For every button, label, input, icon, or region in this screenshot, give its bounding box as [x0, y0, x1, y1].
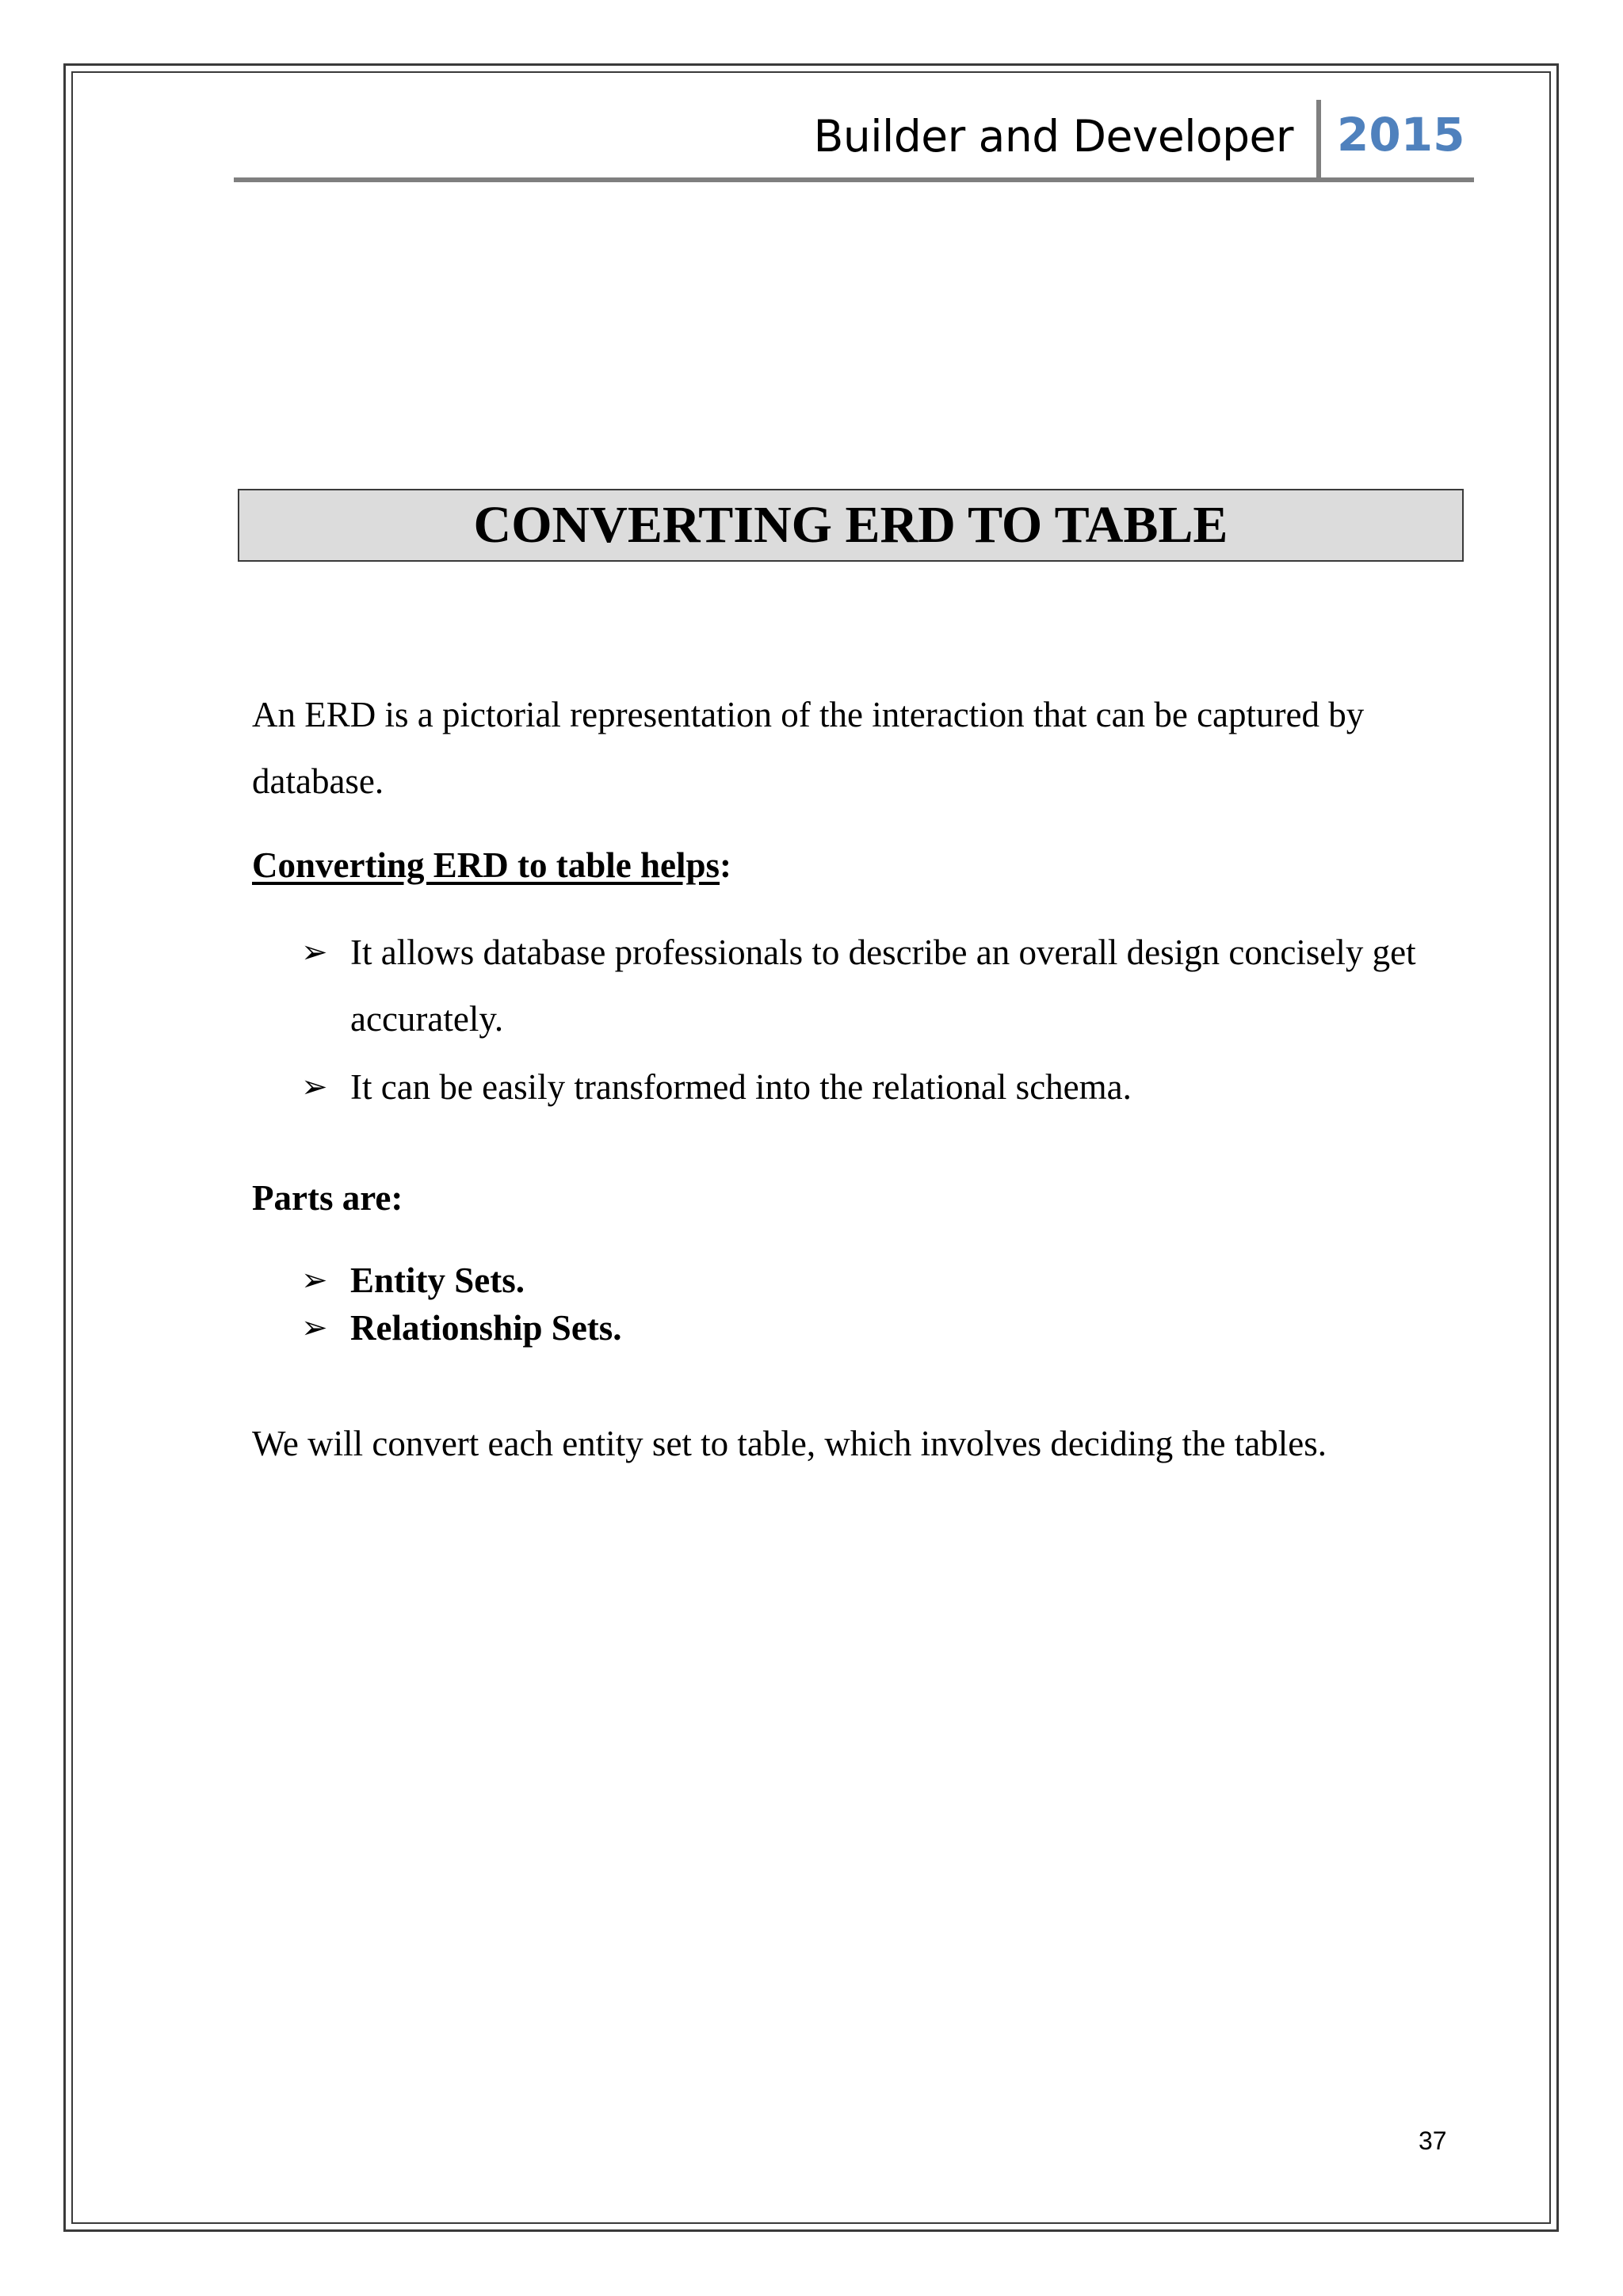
header-separator: [1316, 100, 1321, 179]
list-item-text: It can be easily transformed into the relational schema.: [350, 1067, 1132, 1107]
list-item-text: It allows database professionals to describe an overall design concisely get accurately.: [350, 933, 1416, 1039]
header-rule: [234, 177, 1474, 182]
intro-paragraph: An ERD is a pictorial representation of the interaction that can be captured by database.: [252, 695, 1365, 801]
parts-subheading: Parts are:: [252, 1178, 403, 1218]
arrow-bullet-icon: ➢: [301, 1310, 328, 1346]
helps-subheading: [252, 832, 731, 898]
list-item: [301, 1054, 1466, 1120]
page-border-inner: [71, 71, 1551, 2224]
arrow-bullet-icon: ➢: [301, 1069, 328, 1105]
list-item-text: Relationship Sets.: [350, 1308, 622, 1348]
list-item: [301, 919, 1466, 1052]
section-heading: CONVERTING ERD TO TABLE: [473, 496, 1228, 554]
arrow-bullet-icon: ➢: [301, 1262, 328, 1299]
list-item-text: Entity Sets.: [350, 1261, 525, 1300]
arrow-bullet-icon: ➢: [301, 934, 328, 971]
header-title: Builder and Developer: [813, 111, 1293, 162]
running-header: [234, 100, 1474, 182]
page-number: 37: [1419, 2126, 1447, 2155]
header-year: 2015: [1337, 108, 1465, 162]
helps-colon: :: [720, 845, 732, 885]
list-item: [301, 1256, 1466, 1305]
helps-label: Converting ERD to table helps: [252, 845, 720, 885]
section-heading-box: [238, 489, 1464, 562]
closing-paragraph: We will convert each entity set to table, which involves deciding the tables.: [252, 1424, 1327, 1463]
list-item: [301, 1303, 1466, 1352]
